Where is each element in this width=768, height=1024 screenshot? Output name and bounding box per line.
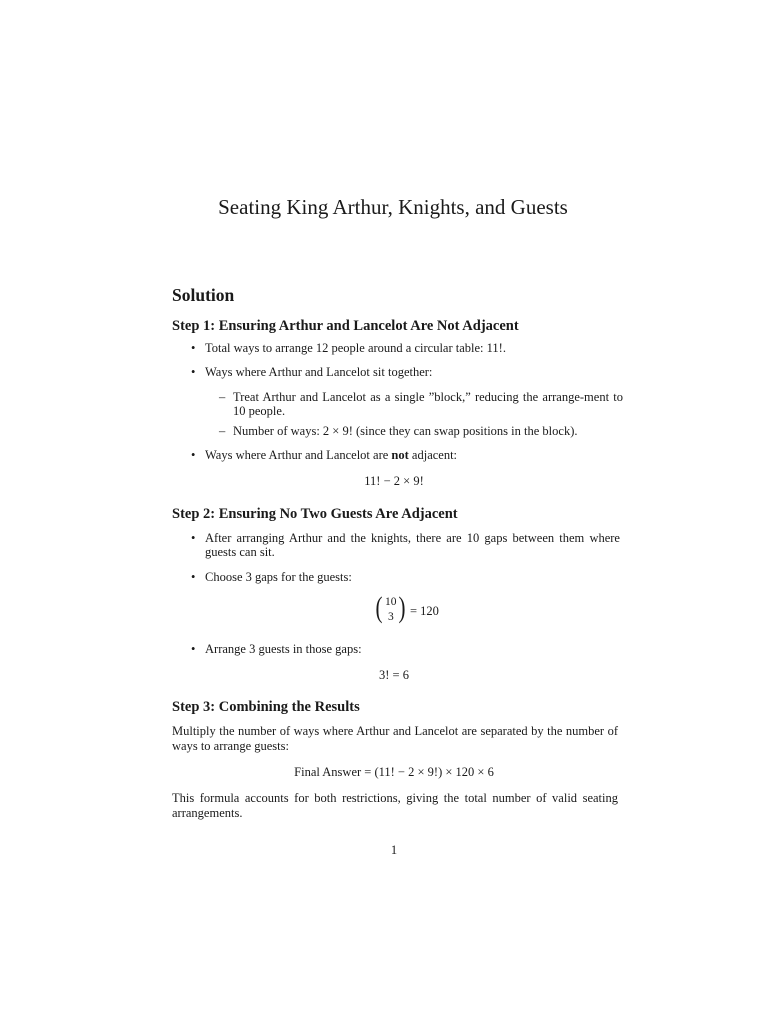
step1-bullet3 (205, 448, 620, 462)
step1-bullet1: Total ways to arrange 12 people around a circular table: 11!. (205, 341, 506, 355)
step2-heading: Step 2: Ensuring No Two Guests Are Adjacent (172, 506, 458, 522)
bullet-marker: • (191, 448, 196, 462)
dash-marker: – (219, 390, 226, 404)
step1-heading: Step 1: Ensuring Arthur and Lancelot Are Not Adjacent (172, 318, 519, 334)
bullet-marker: • (191, 570, 196, 584)
step2-bullet2: Choose 3 gaps for the guests: (205, 570, 352, 584)
step2-bullet3: Arrange 3 guests in those gaps: (205, 642, 362, 656)
step3-paragraph2: This formula accounts for both restrictions, giving the total number of valid seating arrangements. (172, 791, 618, 820)
step1-bullet3-emphasis: not (391, 448, 409, 462)
bullet-marker: • (191, 642, 196, 656)
step3-heading: Step 3: Combining the Results (172, 699, 360, 715)
bullet-marker: • (191, 365, 196, 379)
binom-result: = 120 (410, 604, 439, 618)
bullet-marker: • (191, 341, 196, 355)
binomial-coefficient (375, 591, 466, 628)
step1-bullet2: Ways where Arthur and Lancelot sit together: (205, 365, 433, 379)
step2-bullet1: After arranging Arthur and the knights, there are 10 gaps between them where guests can sit. (205, 531, 620, 559)
step1-sub2: Number of ways: 2 × 9! (since they can swap positions in the block). (233, 424, 578, 438)
document-title: Seating King Arthur, Knights, and Guests (218, 195, 568, 219)
section-heading-solution: Solution (172, 285, 235, 305)
right-paren: ) (398, 591, 406, 624)
binom-k: 3 (388, 611, 394, 623)
step1-formula: 11! − 2 × 9! (364, 474, 424, 488)
step3-paragraph1: Multiply the number of ways where Arthur and Lancelot are separated by the number of ways to arrange guests: (172, 724, 618, 753)
step1-bullet3-pre: Ways where Arthur and Lancelot are (205, 448, 392, 462)
left-paren: ( (375, 591, 383, 624)
step1-sub1: Treat Arthur and Lancelot as a single ”block,” reducing the arrange-ment to 10 people. (233, 390, 623, 418)
dash-marker: – (219, 424, 226, 438)
step2-formula: 3! = 6 (379, 668, 409, 682)
bullet-marker: • (191, 531, 196, 545)
page-number: 1 (390, 843, 398, 857)
binom-n: 10 (385, 596, 397, 608)
final-answer-formula: Final Answer = (11! − 2 × 9!) × 120 × 6 (294, 765, 494, 779)
step1-bullet3-post: adjacent: (408, 448, 458, 462)
